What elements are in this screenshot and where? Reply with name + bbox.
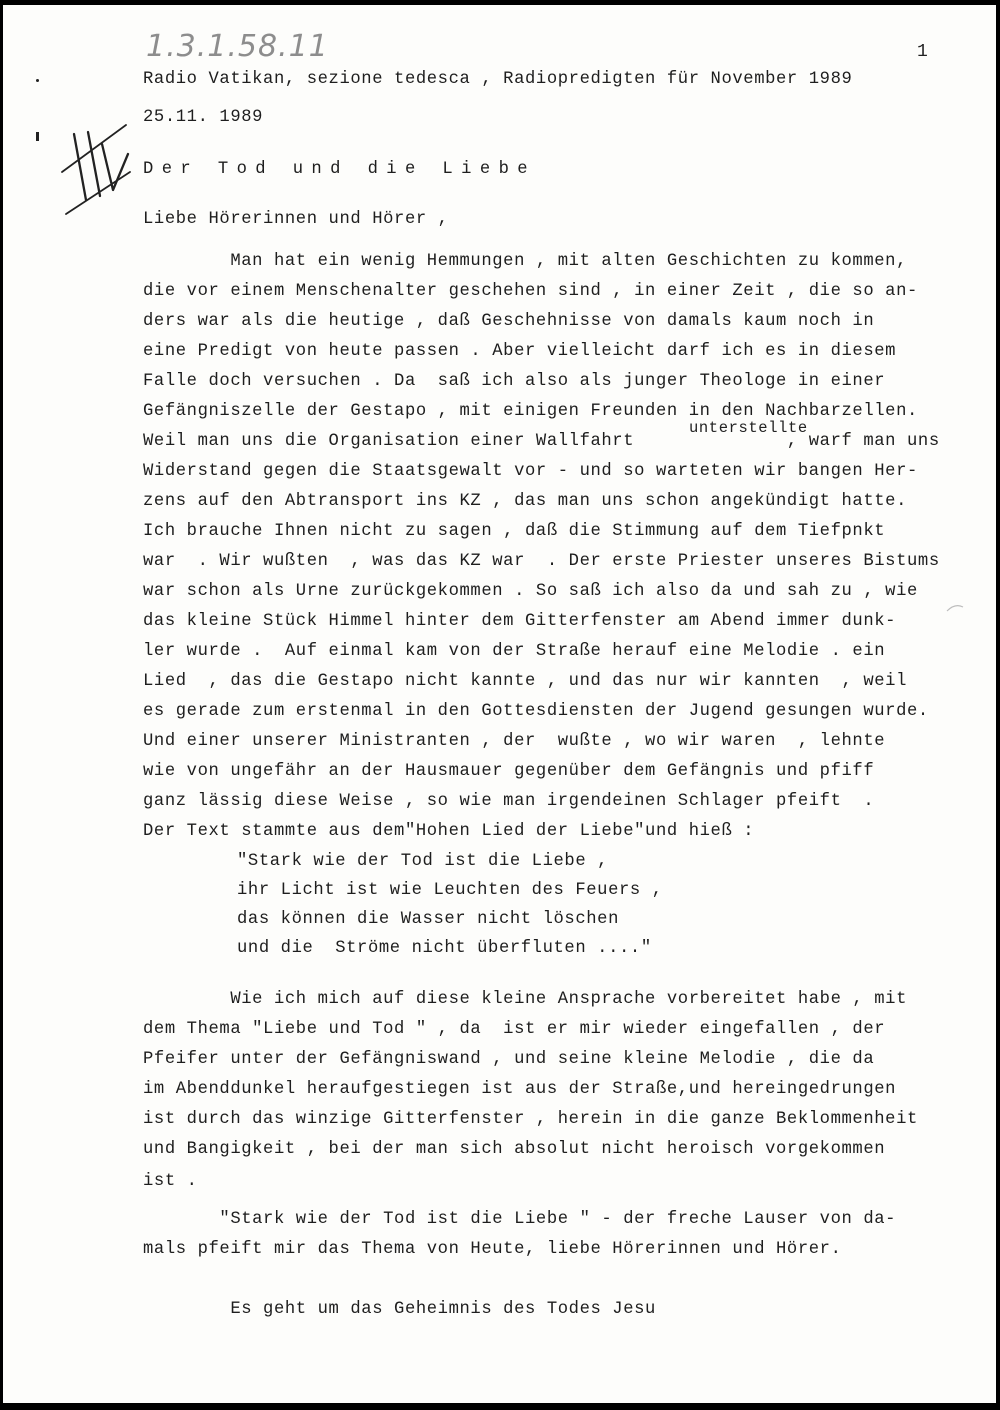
text-line: Und einer unserer Ministranten , der wußte , wo wir waren , lehnte xyxy=(143,732,886,751)
text-line: Weil man uns die Organisation einer Wallfahrt , warf man uns xyxy=(143,432,940,451)
archive-number: 1.3.1.58.11 xyxy=(146,29,329,64)
text-line: das kleine Stück Himmel hinter dem Gitterfenster am Abend immer dunk- xyxy=(143,612,897,631)
text-line: Widerstand gegen die Staatsgewalt vor - und so warteten wir bangen Her- xyxy=(143,462,918,481)
header-date: 25.11. 1989 xyxy=(143,108,264,127)
typed-insertion: unterstellte xyxy=(689,419,808,437)
text-line: mals pfeift mir das Thema von Heute, liebe Hörerinnen und Hörer. xyxy=(143,1240,842,1259)
text-line: und Bangigkeit , bei der man sich absolut nicht heroisch vorgekommen xyxy=(143,1140,886,1159)
text-line: ganz lässig diese Weise , so wie man irgendeinen Schlager pfeift . xyxy=(143,792,875,811)
correction-mark xyxy=(945,601,965,617)
quote-line: ihr Licht ist wie Leuchten des Feuers , xyxy=(237,881,663,900)
text-line: ler wurde . Auf einmal kam von der Straße herauf eine Melodie . ein xyxy=(143,642,886,661)
text-line: die vor einem Menschenalter geschehen sind , in einer Zeit , die so an- xyxy=(143,282,918,301)
margin-mark xyxy=(36,79,39,82)
text-line: Falle doch versuchen . Da saß ich also als junger Theologe in einer xyxy=(143,372,886,391)
salutation: Liebe Hörerinnen und Hörer , xyxy=(143,210,449,229)
text-line: wie von ungefähr an der Hausmauer gegenüber dem Gefängnis und pfiff xyxy=(143,762,875,781)
text-line: ders war als die heutige , daß Geschehnisse von damals kaum noch in xyxy=(143,312,875,331)
header-line: Radio Vatikan, sezione tedesca , Radiopredigten für November 1989 xyxy=(143,70,853,89)
text-line: Lied , das die Gestapo nicht kannte , und das nur wir kannten , weil xyxy=(143,672,907,691)
text-line: "Stark wie der Tod ist die Liebe " - der freche Lauser von da- xyxy=(143,1210,897,1229)
text-line: Ich brauche Ihnen nicht zu sagen , daß die Stimmung auf dem Tiefpnkt xyxy=(143,522,886,541)
text-line: dem Thema "Liebe und Tod " , da ist er mir wieder eingefallen , der xyxy=(143,1020,886,1039)
text-line: im Abenddunkel heraufgestiegen ist aus der Straße,und hereingedrungen xyxy=(143,1080,897,1099)
text-line: Gefängniszelle der Gestapo , mit einigen Freunden in den Nachbarzellen. xyxy=(143,402,918,421)
quote-line: und die Ströme nicht überfluten ...." xyxy=(237,939,652,958)
text-line: ist durch das winzige Gitterfenster , herein in die ganze Beklommenheit xyxy=(143,1110,918,1129)
text-line: war schon als Urne zurückgekommen . So saß ich also da und sah zu , wie xyxy=(143,582,918,601)
text-line: Pfeifer unter der Gefängniswand , und seine kleine Melodie , die da xyxy=(143,1050,875,1069)
text-line: eine Predigt von heute passen . Aber vielleicht darf ich es in diesem xyxy=(143,342,897,361)
text-line: es gerade zum erstenmal in den Gottesdiensten der Jugend gesungen wurde. xyxy=(143,702,929,721)
closing-line: Es geht um das Geheimnis des Todes Jesu xyxy=(143,1300,656,1319)
text-line: zens auf den Abtransport ins KZ , das man uns schon angekündigt hatte. xyxy=(143,492,907,511)
text-line: Wie ich mich auf diese kleine Ansprache vorbereitet habe , mit xyxy=(143,990,907,1009)
text-line: Man hat ein wenig Hemmungen , mit alten Geschichten zu kommen, xyxy=(143,252,907,271)
page-number: 1 xyxy=(917,42,929,62)
text-line: ist . xyxy=(143,1172,198,1191)
sermon-title: Der Tod und die Liebe xyxy=(143,160,536,179)
document-page xyxy=(3,5,996,1403)
quote-line: das können die Wasser nicht löschen xyxy=(237,910,619,929)
quote-line: "Stark wie der Tod ist die Liebe , xyxy=(237,852,609,871)
text-line: Der Text stammte aus dem"Hohen Lied der Liebe"und hieß : xyxy=(143,822,755,841)
section-numeral xyxy=(58,120,133,215)
margin-mark xyxy=(36,132,39,141)
text-line: war . Wir wußten , was das KZ war . Der erste Priester unseres Bistums xyxy=(143,552,940,571)
